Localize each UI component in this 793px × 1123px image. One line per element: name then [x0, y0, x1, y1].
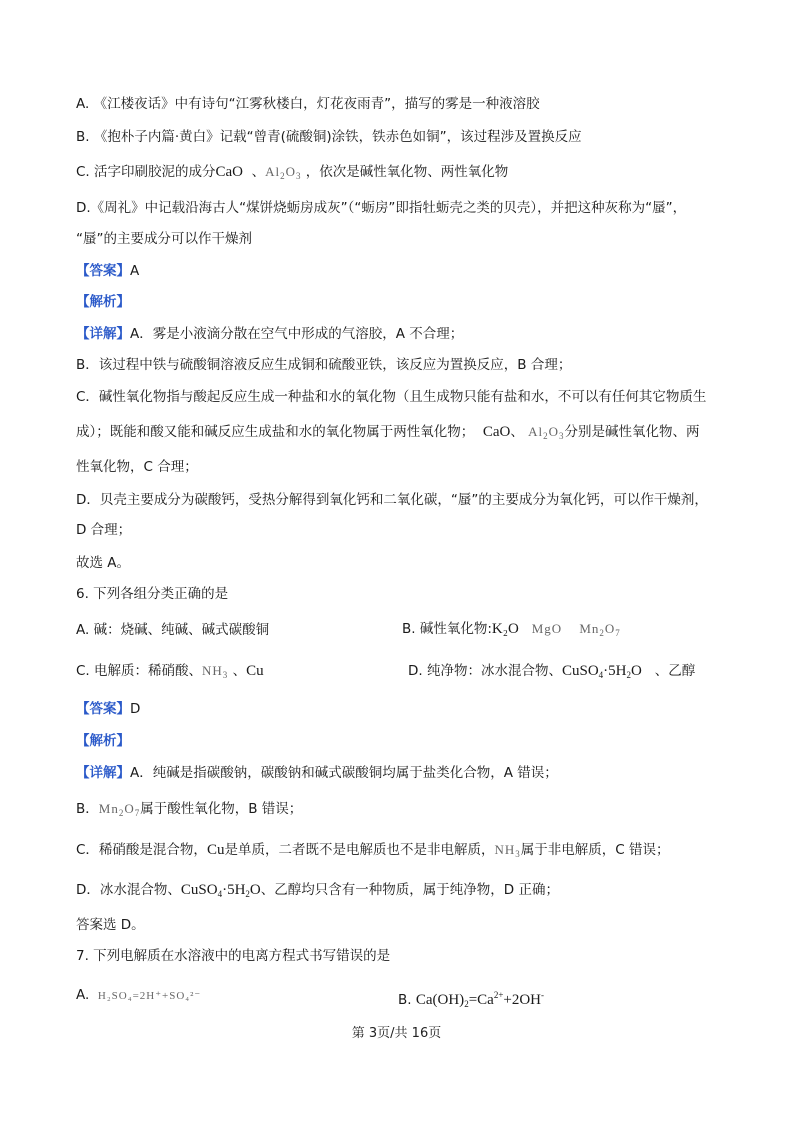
- formula-caoh2-ionization: $Ca(OH)_2=Ca^{2+}+2OH^-$: [415, 990, 545, 1009]
- q7-option-a: A. H₂SO₄=2H⁺+SO₄²⁻: [76, 987, 202, 1003]
- formula-nh3-2: $NH_3$: [494, 842, 521, 859]
- answer-1: 【答案】A: [76, 263, 140, 279]
- q6-option-a: A. 碱：烧碱、纯碱、碱式碳酸铜: [76, 622, 270, 638]
- question-6: 6. 下列各组分类正确的是: [76, 586, 229, 602]
- formula-h2so4-ionization: H₂SO₄=2H⁺+SO₄²⁻: [97, 990, 202, 1002]
- detail-2-c: C．稀硝酸是混合物，Cu是单质，二者既不是电解质也不是非电解质，$NH_3$属于非电解质，C 错误；: [76, 842, 670, 859]
- option-d-line-1: D.《周礼》中记载沿海古人“煤饼烧蛎房成灰”（“蛎房”即指牡蛎壳之类的贝壳），并把这种灰称为“蜃”，: [76, 200, 687, 216]
- q6-option-d: D. 纯净物：冰水混合物、$CuSO_4\cdot 5H_2O$ 、乙醇: [408, 663, 696, 680]
- selection-2: 答案选 D。: [76, 917, 145, 933]
- detail-1-d-2: D 合理；: [76, 522, 132, 538]
- formula-al2o3: $Al_2O_3$: [265, 164, 302, 181]
- formula-cu-2: Cu: [206, 842, 225, 858]
- answer-tag: 【答案】: [76, 263, 130, 279]
- question-7: 7. 下列电解质在水溶液中的电离方程式书写错误的是: [76, 948, 391, 964]
- detail-2-d: D．冰水混合物、$CuSO_4\cdot 5H_2O$、乙醇均只含有一种物质，属于纯净物，D 正确；: [76, 882, 559, 899]
- option-a-line: A. 《江楼夜话》中有诗句“江雾秋楼白，灯花夜雨青”，描写的雾是一种液溶胶: [76, 96, 540, 112]
- detail-2-a: 【详解】A．纯碱是指碳酸钠，碳酸钠和碱式碳酸铜均属于盐类化合物，A 错误；: [76, 765, 558, 781]
- formula-k2o: K₂O: [491, 621, 519, 637]
- formula-cuso4-5h2o-2: $CuSO_4\cdot 5H_2O$: [180, 882, 261, 899]
- answer-2: 【答案】D: [76, 701, 141, 717]
- option-c-prefix: C. 活字印刷胶泥的成分: [76, 164, 216, 180]
- analysis-heading-1: 【解析】: [76, 294, 130, 310]
- formula-mn2o7-2: $Mn_2O_7$: [98, 801, 141, 818]
- q7-option-b: B. $Ca(OH)_2=Ca^{2+}+2OH^-$: [398, 990, 545, 1009]
- option-c-line: C. 活字印刷胶泥的成分CaO 、$Al_2O_3$ ，依次是碱性氧化物、两性氧化物: [76, 164, 509, 181]
- option-b-line: B. 《抱朴子内篇·黄白》记载“曾青(硫酸铜)涂铁，铁赤色如铜”，该过程涉及置换反应: [76, 129, 582, 145]
- formula-al2o3-2: $Al_2O_3$: [528, 424, 565, 441]
- formula-mn2o7: $Mn_2O_7$: [579, 621, 621, 638]
- option-d-line-2: “蜃”的主要成分可以作干燥剂: [76, 231, 252, 247]
- page-footer: 第 3页/共 16页: [351, 1026, 442, 1041]
- formula-cao: CaO: [215, 164, 244, 180]
- detail-1-a: 【详解】A．雾是小液滴分散在空气中形成的气溶胶，A 不合理；: [76, 326, 464, 342]
- q6-option-b: B. 碱性氧化物:K₂O MgO $Mn_2O_7$: [402, 621, 621, 638]
- formula-mgo: MgO: [531, 621, 563, 636]
- detail-2-b: B．$Mn_2O_7$属于酸性氧化物，B 错误；: [76, 801, 303, 818]
- formula-cuso4-5h2o: $CuSO_4\cdot 5H_2O$: [561, 663, 642, 680]
- formula-nh3: $NH_3$: [202, 663, 229, 680]
- detail-1-c-3: 性氧化物，C 合理；: [76, 459, 198, 475]
- formula-cao-2: CaO: [482, 424, 511, 440]
- q6-option-c: C. 电解质：稀硝酸、$NH_3$ 、Cu: [76, 663, 264, 680]
- formula-cu: Cu: [246, 663, 264, 679]
- detail-1-c-1: C．碱性氧化物指与酸起反应生成一种盐和水的氧化物（且生成物只能有盐和水，不可以有任何其它物质生: [76, 389, 707, 405]
- detail-1-b: B．该过程中铁与硫酸铜溶液反应生成铜和硫酸亚铁，该反应为置换反应，B 合理；: [76, 357, 572, 373]
- detail-1-c-2: 成）；既能和酸又能和碱反应生成盐和水的氧化物属于两性氧化物； CaO、 $Al_2O_3$分别是碱性氧化物、两: [76, 424, 700, 441]
- detail-1-d-1: D．贝壳主要成分为碳酸钙，受热分解得到氧化钙和二氧化碳，“蜃”的主要成分为氧化钙，可以作干燥剂，: [76, 492, 708, 508]
- option-c-suffix: ，依次是碱性氧化物、两性氧化物: [305, 164, 509, 180]
- analysis-heading-2: 【解析】: [76, 733, 130, 749]
- selection-1: 故选 A。: [76, 555, 131, 571]
